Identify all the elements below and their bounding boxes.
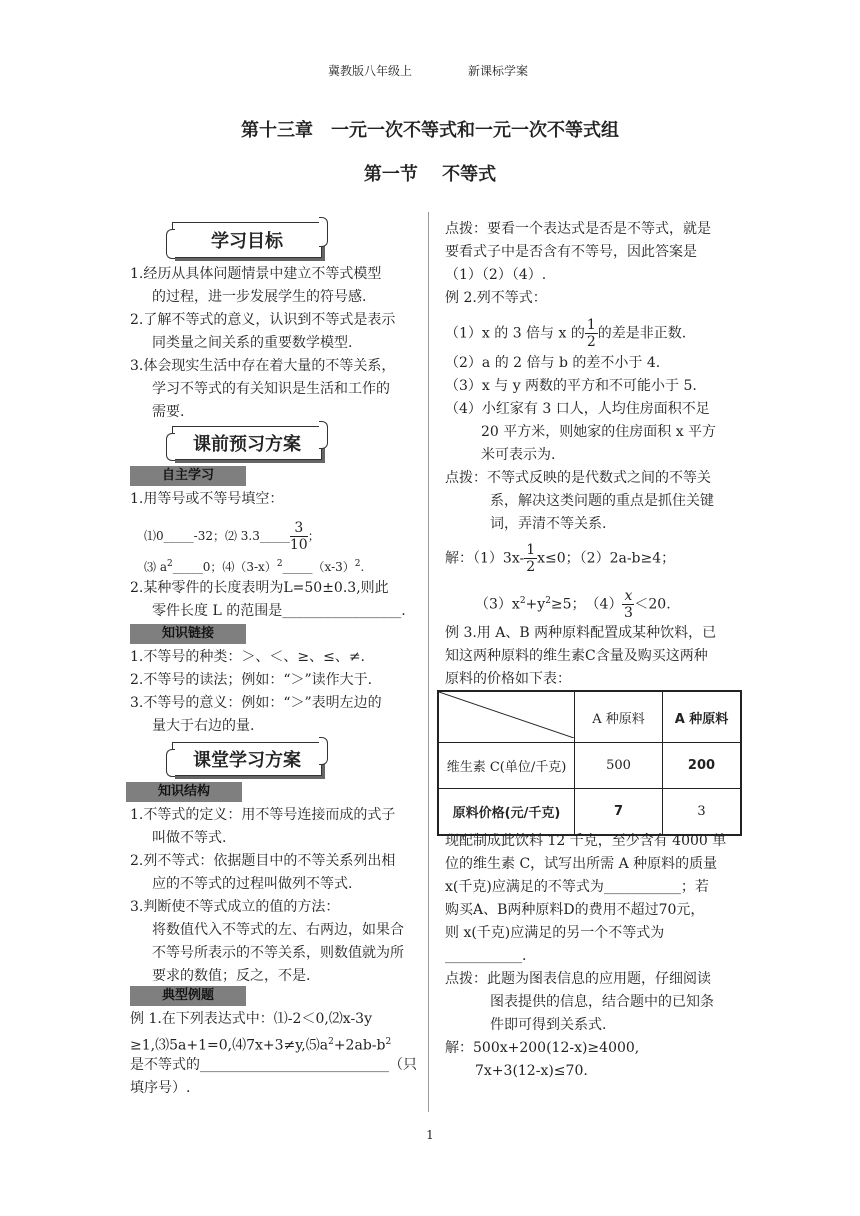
goal-line: 1.经历从具体问题情景中建立不等式模型 bbox=[130, 266, 382, 282]
structure-line: 1.不等式的定义：用不等号连接而成的式子 bbox=[130, 807, 396, 823]
table-row bbox=[438, 789, 741, 835]
hint-line: 件即可得到关系式. bbox=[490, 1017, 607, 1033]
example-2-line: （4）小红家有 3 口人，人均住房面积不足 bbox=[445, 401, 710, 417]
header-type: 新课标学案 bbox=[468, 64, 529, 78]
fraction-numerator: 1 bbox=[586, 317, 596, 333]
table-cell: 维生素 C(单位/千克) bbox=[438, 743, 575, 789]
ex1-part: ≥1,⑶5a+1=0,⑷7x+3≠y,⑸a bbox=[130, 1037, 329, 1054]
table-row bbox=[438, 743, 741, 789]
knowledge-link-tag: 知识链接 bbox=[130, 624, 246, 644]
example-2-line: （2）a 的 2 倍与 b 的差不小于 4. bbox=[445, 355, 661, 371]
example-3-line: 位的维生素 C，试写出所需 A 种原料的质量 bbox=[445, 856, 718, 872]
hint-line: 图表提供的信息，结合题中的已知条 bbox=[490, 994, 714, 1010]
link-line: 3.不等号的意义：例如：“＞”表明左边的 bbox=[130, 695, 382, 711]
example-3-line: 现配制成此饮料 12 千克，至少含有 4000 单 bbox=[445, 833, 727, 849]
q1b-part: ⑶ a bbox=[144, 560, 167, 574]
goal-line: 需要. bbox=[152, 404, 185, 420]
q1b-part: _____（x-3） bbox=[282, 560, 355, 574]
table-cell: 原料价格(元/千克) bbox=[438, 789, 575, 835]
fraction-3-10 bbox=[290, 520, 308, 553]
example-3-line: 原料的价格如下表： bbox=[445, 671, 571, 687]
structure-line: 要求的数值；反之，不是. bbox=[152, 968, 311, 984]
example-2-line: 米可表示为. bbox=[481, 447, 556, 463]
table-cell: 500 bbox=[575, 743, 663, 789]
link-line: 2.不等号的读法；例如：“＞”读作大于. bbox=[130, 672, 373, 688]
sol-part: （3）x bbox=[475, 596, 520, 613]
fraction-numerator: x bbox=[624, 588, 633, 604]
example-2-line: 20 平方米，则她家的住房面积 x 平方 bbox=[481, 424, 717, 440]
class-banner bbox=[172, 742, 322, 776]
chapter-title: 第十三章 一元一次不等式和一元一次不等式组 bbox=[241, 120, 619, 141]
question-2-cont: 零件长度 L 的范围是_________________. bbox=[152, 603, 406, 619]
example-1-line: 填序号）. bbox=[130, 1080, 191, 1096]
example-3-line: x(千克)应满足的不等式为___________；若 bbox=[445, 879, 709, 895]
example-3-line: ___________. bbox=[445, 948, 527, 964]
example-1-line: $\ge 1,⑶5a+1=0,⑷7x+3\ne y,⑸a^2+2ab-b^2$ bbox=[130, 1037, 392, 1054]
example-2-item-1 bbox=[445, 317, 686, 350]
structure-line: 不等号所表示的不等关系，则数值就为所 bbox=[152, 945, 404, 961]
solution-line-1 bbox=[445, 542, 675, 575]
structure-line: 2.列不等式：依据题目中的不等关系列出相 bbox=[130, 853, 396, 869]
question-1b: ⑶ $a^2\_\_\_\_\_0$；$⑷(3-x)^2\_\_\_\_\_(x-3)^2$. bbox=[144, 559, 365, 574]
q1b-part: _____0；⑷（3-x） bbox=[172, 560, 277, 574]
sol-part: ≥5； （4） bbox=[550, 596, 623, 613]
goal-line: 学习不等式的有关知识是生活和工作的 bbox=[152, 381, 390, 397]
preview-banner-label: 课前预习方案 bbox=[193, 434, 301, 455]
table-cell: 200 bbox=[663, 743, 742, 789]
solution-line-2: $(3)x^2+y^2\ge 5$； （4） $\frac{x}{3}$ ＜20. bbox=[475, 588, 671, 621]
solution-line: 解：500x+200(12-x)≥4000, bbox=[445, 1040, 640, 1056]
fraction-numerator: 3 bbox=[290, 520, 308, 537]
goal-line: 2.了解不等式的意义，认识到不等式是表示 bbox=[130, 312, 396, 328]
hint-line: 点拨：要看一个表达式是否是不等式，就是 bbox=[445, 221, 711, 237]
example-1-line: 例 1.在下列表达式中：⑴-2＜0,⑵x-3y bbox=[130, 1011, 372, 1027]
question-1a-text: ⑴0_____-32；⑵ 3.3_____ bbox=[144, 529, 290, 543]
diagonal-cell bbox=[438, 691, 575, 743]
structure-line: 叫做不等式. bbox=[152, 830, 227, 846]
fraction-x-3 bbox=[622, 588, 634, 621]
question-1a bbox=[144, 520, 320, 553]
example-tag: 典型例题 bbox=[130, 986, 246, 1006]
column-divider bbox=[428, 212, 429, 1112]
goals-banner-label: 学习目标 bbox=[211, 231, 283, 252]
example-3-line: 例 3.用 A、B 两种原料配置成某种饮料，已 bbox=[445, 625, 717, 641]
sol-part: x≤0；（2）2a-b≥4； bbox=[537, 550, 676, 567]
sol-part: ＜20. bbox=[634, 596, 671, 613]
example-2-line: （3）x 与 y 两数的平方和不可能小于 5. bbox=[445, 378, 697, 394]
hint-line: 点拨：此题为图表信息的应用题，仔细阅读 bbox=[445, 971, 711, 987]
material-table bbox=[437, 690, 742, 836]
header-book: 冀教版八年级上 bbox=[328, 64, 413, 78]
hint-line: （1）（2）（4）. bbox=[445, 267, 547, 283]
example-3-line: 知这两种原料的维生素C含量及购买这两种 bbox=[445, 648, 708, 664]
table-cell: 7 bbox=[575, 789, 663, 835]
table-header-cell: A 种原料 bbox=[575, 691, 663, 743]
fraction-denominator: 3 bbox=[623, 605, 633, 621]
sol-part: 解：（1）3x- bbox=[445, 550, 525, 567]
q1b-part: . bbox=[360, 560, 365, 574]
fraction-1-2 bbox=[585, 317, 598, 350]
sol-part: +y bbox=[525, 596, 546, 613]
fraction-1-2 bbox=[524, 542, 537, 575]
table-header-cell: A 种原料 bbox=[663, 691, 742, 743]
structure-line: 将数值代入不等式的左、右两边，如果合 bbox=[152, 922, 404, 938]
question-1: 1.用等号或不等号填空： bbox=[130, 491, 284, 507]
question-1a-end: ； bbox=[307, 529, 320, 543]
goal-line: 3.体会现实生活中存在着大量的不等关系， bbox=[130, 358, 396, 374]
fraction-numerator: 1 bbox=[526, 542, 536, 558]
page-number: 1 bbox=[426, 1128, 434, 1142]
table-cell: 3 bbox=[663, 789, 742, 835]
self-study-tag: 自主学习 bbox=[130, 466, 246, 486]
example-3-line: 购买A、B两种原料D的费用不超过70元， bbox=[445, 902, 705, 918]
hint-line: 点拨：不等式反映的是代数式之间的不等关 bbox=[445, 470, 711, 486]
diagonal-line bbox=[439, 692, 574, 738]
fraction-denominator: 2 bbox=[526, 559, 536, 575]
hint-line: 要看式子中是否含有不等号，因此答案是 bbox=[445, 244, 697, 260]
ex2-part: （1）x 的 3 倍与 x 的 bbox=[445, 325, 585, 342]
fraction-denominator: 10 bbox=[289, 537, 308, 553]
preview-banner bbox=[172, 426, 322, 460]
structure-line: 3.判断使不等式成立的值的方法： bbox=[130, 899, 340, 915]
question-2: 2.某种零件的长度表明为L=50±0.3,则此 bbox=[130, 580, 389, 596]
table-row bbox=[438, 691, 741, 743]
solution-line: 7x+3(12-x)≤70. bbox=[475, 1063, 588, 1079]
link-line: 1.不等号的种类：＞、＜、≥、≤、≠. bbox=[130, 649, 365, 665]
goal-line: 的过程，进一步发展学生的符号感. bbox=[152, 289, 367, 305]
class-banner-label: 课堂学习方案 bbox=[193, 750, 301, 771]
example-1-line: 是不等式的___________________________（只 bbox=[130, 1057, 417, 1073]
structure-tag: 知识结构 bbox=[126, 782, 242, 802]
example-3-line: 则 x(千克)应满足的另一个不等式为 bbox=[445, 925, 665, 941]
structure-line: 应的不等式的过程叫做列不等式. bbox=[152, 876, 353, 892]
hint-line: 词，弄清不等关系. bbox=[490, 516, 607, 532]
goal-line: 同类量之间关系的重要数学模型. bbox=[152, 335, 353, 351]
fraction-denominator: 2 bbox=[586, 334, 596, 350]
section-title: 第一节 不等式 bbox=[363, 164, 497, 185]
example-2-heading: 例 2.列不等式： bbox=[445, 290, 547, 306]
link-line: 量大于右边的量. bbox=[152, 718, 255, 734]
ex1-part: +2ab-b bbox=[333, 1037, 386, 1054]
ex2-part: 的差是非正数. bbox=[597, 325, 687, 342]
goals-banner bbox=[172, 222, 322, 258]
hint-line: 系，解决这类问题的重点是抓住关键 bbox=[490, 493, 714, 509]
